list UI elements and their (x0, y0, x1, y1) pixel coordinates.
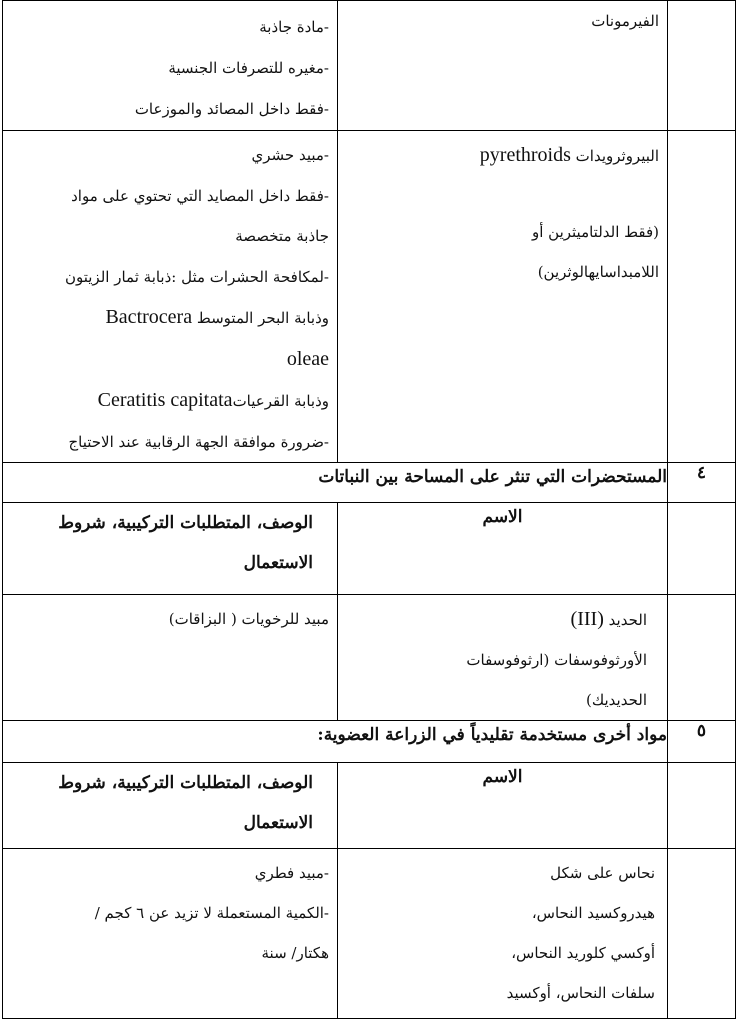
number-cell (668, 1, 736, 131)
name-line: أوكسي كلوريد النحاس، (511, 944, 655, 962)
name-note: اللامبداسايهالوثرين) (537, 263, 659, 281)
number-cell (668, 131, 736, 463)
column-head-description: الوصف، المتطلبات التركيبية، شروط الاستعمال (3, 763, 338, 849)
row-iron-phosphate (3, 595, 736, 721)
number-cell (668, 503, 736, 595)
desc-cell (3, 131, 338, 463)
name-iron: الحديد (III) (570, 608, 647, 630)
desc-cell (3, 595, 338, 721)
desc-line: هكتار/ سنة (261, 944, 329, 962)
section-number: ٤ (668, 463, 736, 503)
name-line: هيدروكسيد النحاس، (531, 904, 655, 922)
desc-line: -مبيد حشري (251, 146, 329, 164)
row-copper (3, 849, 736, 1019)
desc-line: -لمكافحة الحشرات مثل :ذبابة ثمار الزيتون (64, 267, 329, 286)
organic-inputs-table (2, 0, 736, 1019)
section-title: مواد أخرى مستخدمة تقليدياً في الزراعة العضوية: (3, 721, 668, 763)
desc-line: وذبابة البحر المتوسط Bactrocera (105, 306, 329, 328)
name-cell (338, 1, 668, 131)
column-head-name: الاسم (338, 503, 668, 595)
name-note: الحديديك) (585, 691, 647, 709)
desc-line: مبيد للرخويات ( البزاقات) (168, 610, 329, 628)
desc-line: وذبابة القرعياتCeratitis capitata (97, 389, 329, 411)
desc-line: -فقط داخل المصايد التي تحتوي على مواد (71, 186, 329, 205)
desc-line: -فقط داخل المصائد والموزعات (134, 100, 329, 118)
row-pheromones (3, 1, 736, 131)
name-line: سلفات النحاس، أوكسيد (506, 984, 655, 1002)
column-head-name: الاسم (338, 763, 668, 849)
section-5-header (3, 721, 736, 763)
name-line: نحاس على شكل (550, 864, 655, 882)
name-note: (فقط الدلتاميثرين أو (531, 223, 659, 241)
name-note: الأورثوفوسفات (ارثوفوسفات (466, 651, 647, 669)
name-cell (338, 595, 668, 721)
desc-cell (3, 849, 338, 1019)
section-number: ٥ (668, 721, 736, 763)
desc-line: -مبيد فطري (254, 864, 329, 882)
desc-line: -مادة جاذبة (259, 18, 329, 36)
desc-line-latin: oleae (286, 347, 329, 370)
section-5-column-heads (3, 763, 736, 849)
desc-line: -ضرورة موافقة الجهة الرقابية عند الاحتياج (68, 432, 329, 451)
number-cell (668, 849, 736, 1019)
desc-line: -الكمية المستعملة لا تزيد عن ٦ كجم / (94, 904, 329, 922)
desc-line: -مغيره للتصرفات الجنسية (168, 59, 329, 77)
desc-line: جاذبة متخصصة (235, 227, 329, 245)
row-pyrethroids (3, 131, 736, 463)
desc-cell (3, 1, 338, 131)
section-4-header (3, 463, 736, 503)
number-cell (668, 763, 736, 849)
name-cell (338, 131, 668, 463)
number-cell (668, 595, 736, 721)
name-cell (338, 849, 668, 1019)
section-title: المستحضرات التي تنثر على المساحة بين النباتات (3, 463, 668, 503)
name-pyrethroids: البيروثرويدات pyrethroids (479, 144, 659, 166)
name-pheromones: الفيرمونات (591, 12, 659, 30)
section-4-column-heads (3, 503, 736, 595)
column-head-description: الوصف، المتطلبات التركيبية، شروط الاستعمال (3, 503, 338, 595)
